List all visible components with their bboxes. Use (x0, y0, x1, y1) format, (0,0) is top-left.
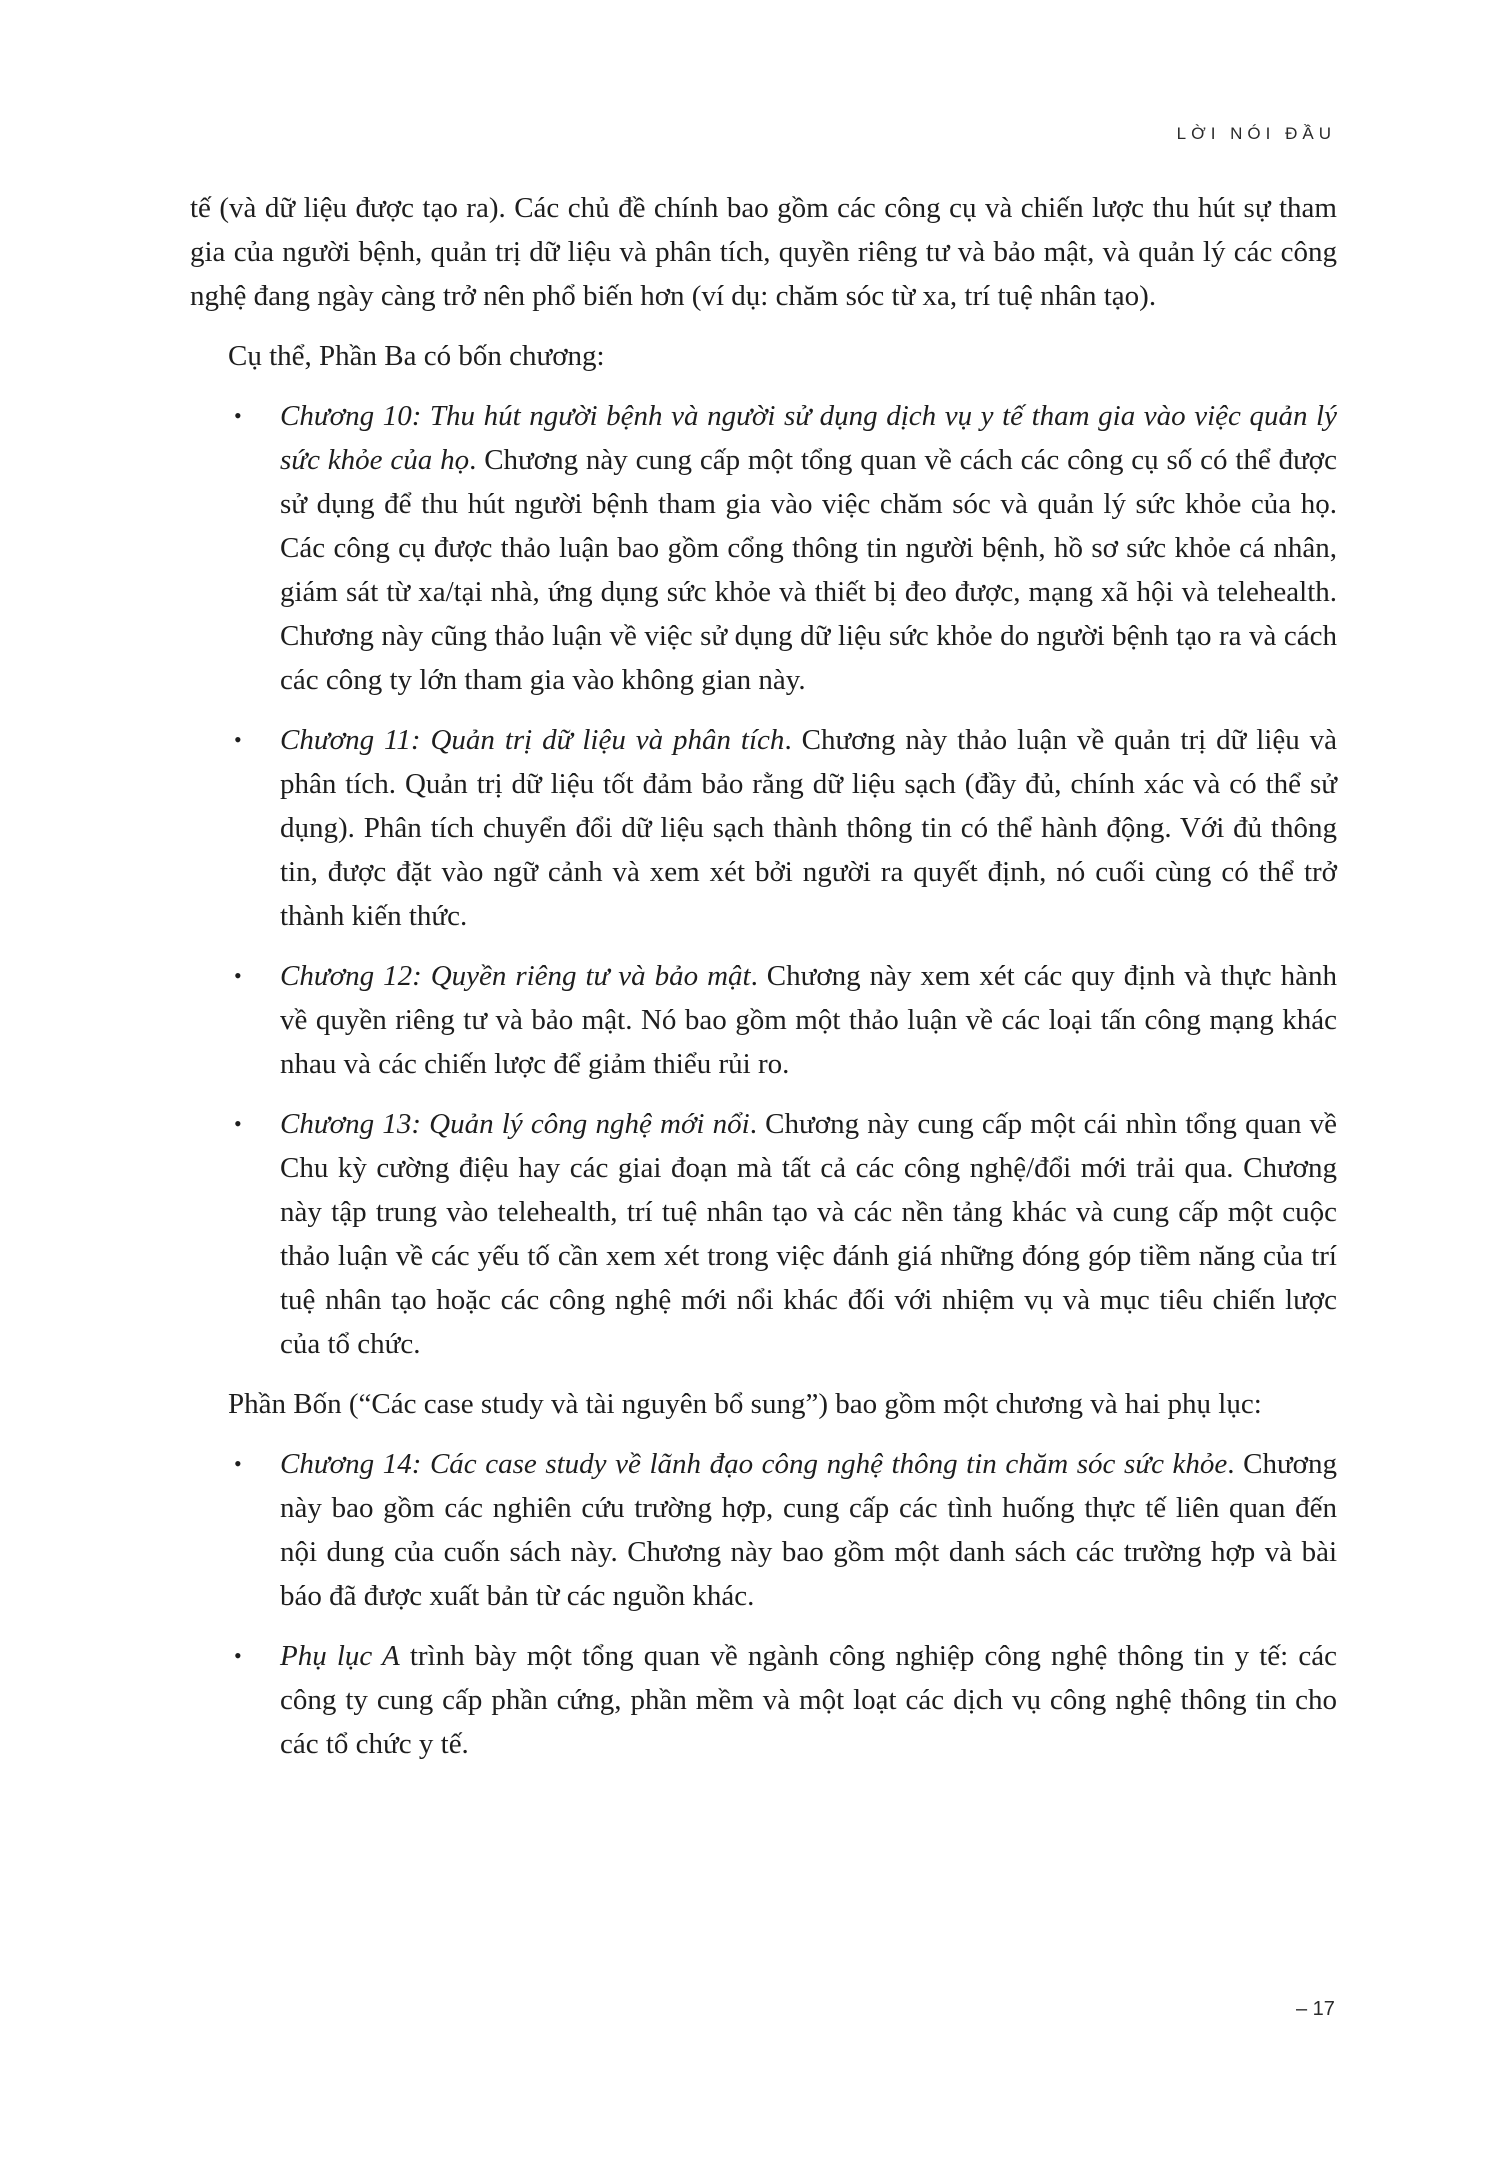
bullet-icon: • (234, 1643, 242, 1668)
list-item-appendix-a (190, 1634, 1337, 1766)
bullet-icon: • (234, 1451, 242, 1476)
list-item-chapter-13 (190, 1102, 1337, 1366)
page-number: – 17 (1296, 1998, 1335, 2020)
chapter-title: Chương 13: Quản lý công nghệ mới nổi (280, 1108, 750, 1140)
chapter-title: Chương 14: Các case study về lãnh đạo công nghệ thông tin chăm sóc sức khỏe (280, 1448, 1228, 1480)
page-body (190, 186, 1337, 1782)
bullet-icon: • (234, 1111, 242, 1136)
part-four-item-list (190, 1442, 1337, 1766)
intro-paragraph: tế (và dữ liệu được tạo ra). Các chủ đề chính bao gồm các công cụ và chiến lược thu hút sự tham gia của người bệnh, quản trị dữ liệu và phân tích, quyền riêng tư và bảo mật, và quản lý các công nghệ đang ngày càng trở nên phổ biến hơn (ví dụ: chăm sóc từ xa, trí tuệ nhân tạo). (190, 192, 1337, 312)
bullet-icon: • (234, 727, 242, 752)
chapter-description: . Chương này thảo luận về quản trị dữ liệu và phân tích. Quản trị dữ liệu tốt đảm bảo rằng dữ liệu sạch (đầy đủ, chính xác và có thể sử dụng). Phân tích chuyển đổi dữ liệu sạch thành thông tin có thể hành động. Với đủ thông tin, được đặt vào ngữ cảnh và xem xét bởi người ra quyết định, nó cuối cùng có thể trở thành kiến thức. (280, 724, 1337, 932)
bullet-icon: • (234, 403, 242, 428)
list-item-chapter-11 (190, 718, 1337, 938)
chapter-title: Chương 10: Thu hút người bệnh và người sử dụng dịch vụ y tế tham gia vào việc quản lý sức khỏe của họ (280, 400, 1337, 476)
chapter-description: . Chương này bao gồm các nghiên cứu trường hợp, cung cấp các tình huống thực tế liên quan đến nội dung của cuốn sách này. Chương này bao gồm một danh sách các trường hợp và bài báo đã được xuất bản từ các nguồn khác. (280, 1448, 1338, 1612)
running-header-title: LỜI NÓI ĐẦU (1176, 124, 1336, 143)
chapter-title: Chương 11: Quản trị dữ liệu và phân tích (280, 724, 785, 756)
appendix-title: Phụ lục A (280, 1640, 400, 1672)
chapter-description: . Chương này cung cấp một cái nhìn tổng quan về Chu kỳ cường điệu hay các giai đoạn mà tất cả các công nghệ/đổi mới trải qua. Chương này tập trung vào telehealth, trí tuệ nhân tạo và các nền tảng khác và cung cấp một cuộc thảo luận về các yếu tố cần xem xét trong việc đánh giá những đóng góp tiềm năng của trí tuệ nhân tạo hoặc các công nghệ mới nổi khác đối với nhiệm vụ và mục tiêu chiến lược của tổ chức. (280, 1108, 1338, 1360)
part-four-lead: Phần Bốn (“Các case study và tài nguyên bổ sung”) bao gồm một chương và hai phụ lục: (228, 1388, 1262, 1420)
appendix-description: trình bày một tổng quan về ngành công nghiệp công nghệ thông tin y tế: các công ty cung cấp phần cứng, phần mềm và một loạt các dịch vụ công nghệ thông tin cho các tổ chức y tế. (280, 1640, 1337, 1760)
list-item-chapter-12 (190, 954, 1337, 1086)
list-item-chapter-10 (190, 394, 1337, 702)
bullet-icon: • (234, 963, 242, 988)
part-three-chapter-list (190, 394, 1337, 1366)
chapter-title: Chương 12: Quyền riêng tư và bảo mật (280, 960, 751, 992)
chapter-description: . Chương này xem xét các quy định và thực hành về quyền riêng tư và bảo mật. Nó bao gồm một thảo luận về các loại tấn công mạng khác nhau và các chiến lược để giảm thiểu rủi ro. (280, 960, 1337, 1080)
part-three-lead: Cụ thể, Phần Ba có bốn chương: (228, 340, 605, 372)
list-item-chapter-14 (190, 1442, 1337, 1618)
chapter-description: . Chương này cung cấp một tổng quan về cách các công cụ số có thể được sử dụng để thu hút người bệnh tham gia vào việc chăm sóc và quản lý sức khỏe của họ. Các công cụ được thảo luận bao gồm cổng thông tin người bệnh, hồ sơ sức khỏe cá nhân, giám sát từ xa/tại nhà, ứng dụng sức khỏe và thiết bị đeo được, mạng xã hội và telehealth. Chương này cũng thảo luận về việc sử dụng dữ liệu sức khỏe do người bệnh tạo ra và cách các công ty lớn tham gia vào không gian này. (280, 444, 1338, 696)
